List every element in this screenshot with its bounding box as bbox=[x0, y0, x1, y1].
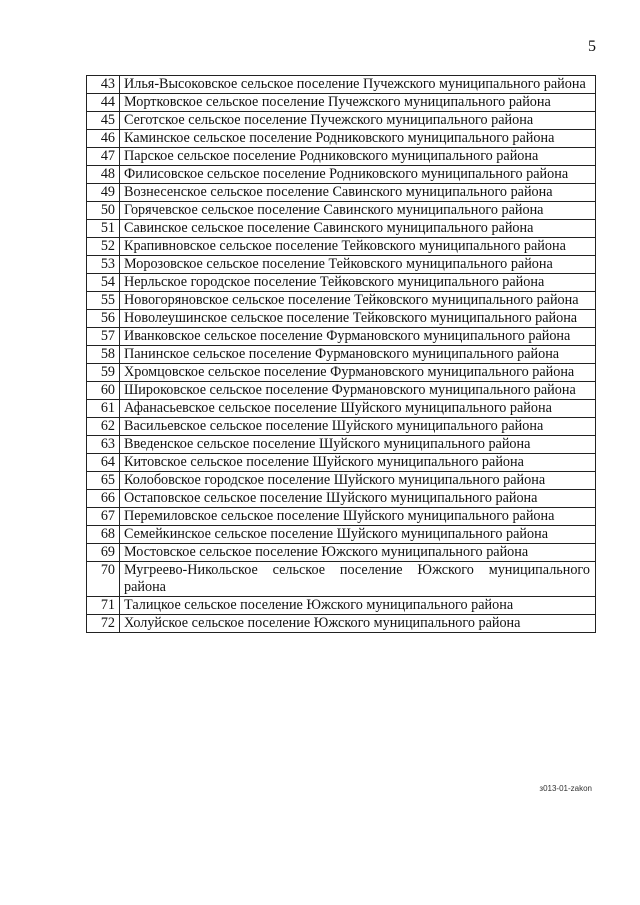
settlement-name: Савинское сельское поселение Савинского муниципального района bbox=[120, 220, 596, 238]
table-row bbox=[87, 490, 596, 508]
settlement-name: Панинское сельское поселение Фурмановского муниципального района bbox=[120, 346, 596, 364]
row-number: 49 bbox=[87, 184, 120, 202]
settlement-name: Китовское сельское поселение Шуйского муниципального района bbox=[120, 454, 596, 472]
settlement-name: Сеготское сельское поселение Пучежского муниципального района bbox=[120, 112, 596, 130]
settlement-name: Морозовское сельское поселение Тейковского муниципального района bbox=[120, 256, 596, 274]
settlement-name: Крапивновское сельское поселение Тейковского муниципального района bbox=[120, 238, 596, 256]
table-row bbox=[87, 418, 596, 436]
settlement-name: Холуйское сельское поселение Южского муниципального района bbox=[120, 615, 596, 633]
settlement-name: Каминское сельское поселение Родниковского муниципального района bbox=[120, 130, 596, 148]
table-row bbox=[87, 472, 596, 490]
row-number: 48 bbox=[87, 166, 120, 184]
table-row bbox=[87, 544, 596, 562]
row-number: 71 bbox=[87, 597, 120, 615]
table-row bbox=[87, 148, 596, 166]
table-row bbox=[87, 112, 596, 130]
table-row bbox=[87, 76, 596, 94]
row-number: 72 bbox=[87, 615, 120, 633]
settlement-name: Мортковское сельское поселение Пучежского муниципального района bbox=[120, 94, 596, 112]
settlement-name: Талицкое сельское поселение Южского муниципального района bbox=[120, 597, 596, 615]
settlement-name: Мугреево-Никольское сельское поселение Южского муниципального района bbox=[120, 562, 596, 597]
table-row bbox=[87, 310, 596, 328]
row-number: 54 bbox=[87, 274, 120, 292]
settlement-name: Колобовское городское поселение Шуйского муниципального района bbox=[120, 472, 596, 490]
row-number: 58 bbox=[87, 346, 120, 364]
page-number: 5 bbox=[588, 38, 596, 55]
table-row bbox=[87, 526, 596, 544]
row-number: 60 bbox=[87, 382, 120, 400]
row-number: 45 bbox=[87, 112, 120, 130]
settlements-table bbox=[86, 75, 596, 633]
row-number: 51 bbox=[87, 220, 120, 238]
table-row bbox=[87, 202, 596, 220]
table-row bbox=[87, 436, 596, 454]
settlement-name: Иванковское сельское поселение Фурмановского муниципального района bbox=[120, 328, 596, 346]
settlement-name: Новогоряновское сельское поселение Тейковского муниципального района bbox=[120, 292, 596, 310]
table-row bbox=[87, 562, 596, 597]
table-row bbox=[87, 400, 596, 418]
settlement-name: Семейкинское сельское поселение Шуйского муниципального района bbox=[120, 526, 596, 544]
settlement-name: Остаповское сельское поселение Шуйского муниципального района bbox=[120, 490, 596, 508]
row-number: 47 bbox=[87, 148, 120, 166]
table-row bbox=[87, 328, 596, 346]
row-number: 63 bbox=[87, 436, 120, 454]
settlement-name: Илья-Высоковское сельское поселение Пучежского муниципального района bbox=[120, 76, 596, 94]
settlement-name: Хромцовское сельское поселение Фурмановского муниципального района bbox=[120, 364, 596, 382]
table-row bbox=[87, 220, 596, 238]
settlement-name: Филисовское сельское поселение Родниковского муниципального района bbox=[120, 166, 596, 184]
table-row bbox=[87, 454, 596, 472]
table-row bbox=[87, 597, 596, 615]
table-row bbox=[87, 94, 596, 112]
table-row bbox=[87, 364, 596, 382]
table-row bbox=[87, 274, 596, 292]
row-number: 50 bbox=[87, 202, 120, 220]
row-number: 55 bbox=[87, 292, 120, 310]
settlement-name: Нерльское городское поселение Тейковского муниципального района bbox=[120, 274, 596, 292]
row-number: 69 bbox=[87, 544, 120, 562]
table-row bbox=[87, 508, 596, 526]
row-number: 44 bbox=[87, 94, 120, 112]
settlement-name: Перемиловское сельское поселение Шуйского муниципального района bbox=[120, 508, 596, 526]
row-number: 70 bbox=[87, 562, 120, 597]
table-row bbox=[87, 166, 596, 184]
row-number: 62 bbox=[87, 418, 120, 436]
settlement-name: Введенское сельское поселение Шуйского муниципального района bbox=[120, 436, 596, 454]
row-number: 66 bbox=[87, 490, 120, 508]
row-number: 59 bbox=[87, 364, 120, 382]
row-number: 52 bbox=[87, 238, 120, 256]
settlement-name: Мостовское сельское поселение Южского муниципального района bbox=[120, 544, 596, 562]
settlement-name: Новолеушинское сельское поселение Тейковского муниципального района bbox=[120, 310, 596, 328]
table-row bbox=[87, 130, 596, 148]
settlement-name: Парское сельское поселение Родниковского муниципального района bbox=[120, 148, 596, 166]
settlement-name: Васильевское сельское поселение Шуйского муниципального района bbox=[120, 418, 596, 436]
table-row bbox=[87, 615, 596, 633]
settlement-name: Вознесенское сельское поселение Савинского муниципального района bbox=[120, 184, 596, 202]
table-row bbox=[87, 382, 596, 400]
table-row bbox=[87, 292, 596, 310]
footer-code: з013-01-zakon bbox=[539, 784, 592, 793]
row-number: 46 bbox=[87, 130, 120, 148]
row-number: 56 bbox=[87, 310, 120, 328]
settlement-name: Широковское сельское поселение Фурмановского муниципального района bbox=[120, 382, 596, 400]
row-number: 65 bbox=[87, 472, 120, 490]
table-row bbox=[87, 238, 596, 256]
row-number: 43 bbox=[87, 76, 120, 94]
row-number: 61 bbox=[87, 400, 120, 418]
row-number: 53 bbox=[87, 256, 120, 274]
table-row bbox=[87, 256, 596, 274]
row-number: 64 bbox=[87, 454, 120, 472]
settlement-name: Афанасьевское сельское поселение Шуйского муниципального района bbox=[120, 400, 596, 418]
row-number: 57 bbox=[87, 328, 120, 346]
table-row bbox=[87, 184, 596, 202]
row-number: 67 bbox=[87, 508, 120, 526]
table-row bbox=[87, 346, 596, 364]
settlement-name: Горячевское сельское поселение Савинского муниципального района bbox=[120, 202, 596, 220]
row-number: 68 bbox=[87, 526, 120, 544]
